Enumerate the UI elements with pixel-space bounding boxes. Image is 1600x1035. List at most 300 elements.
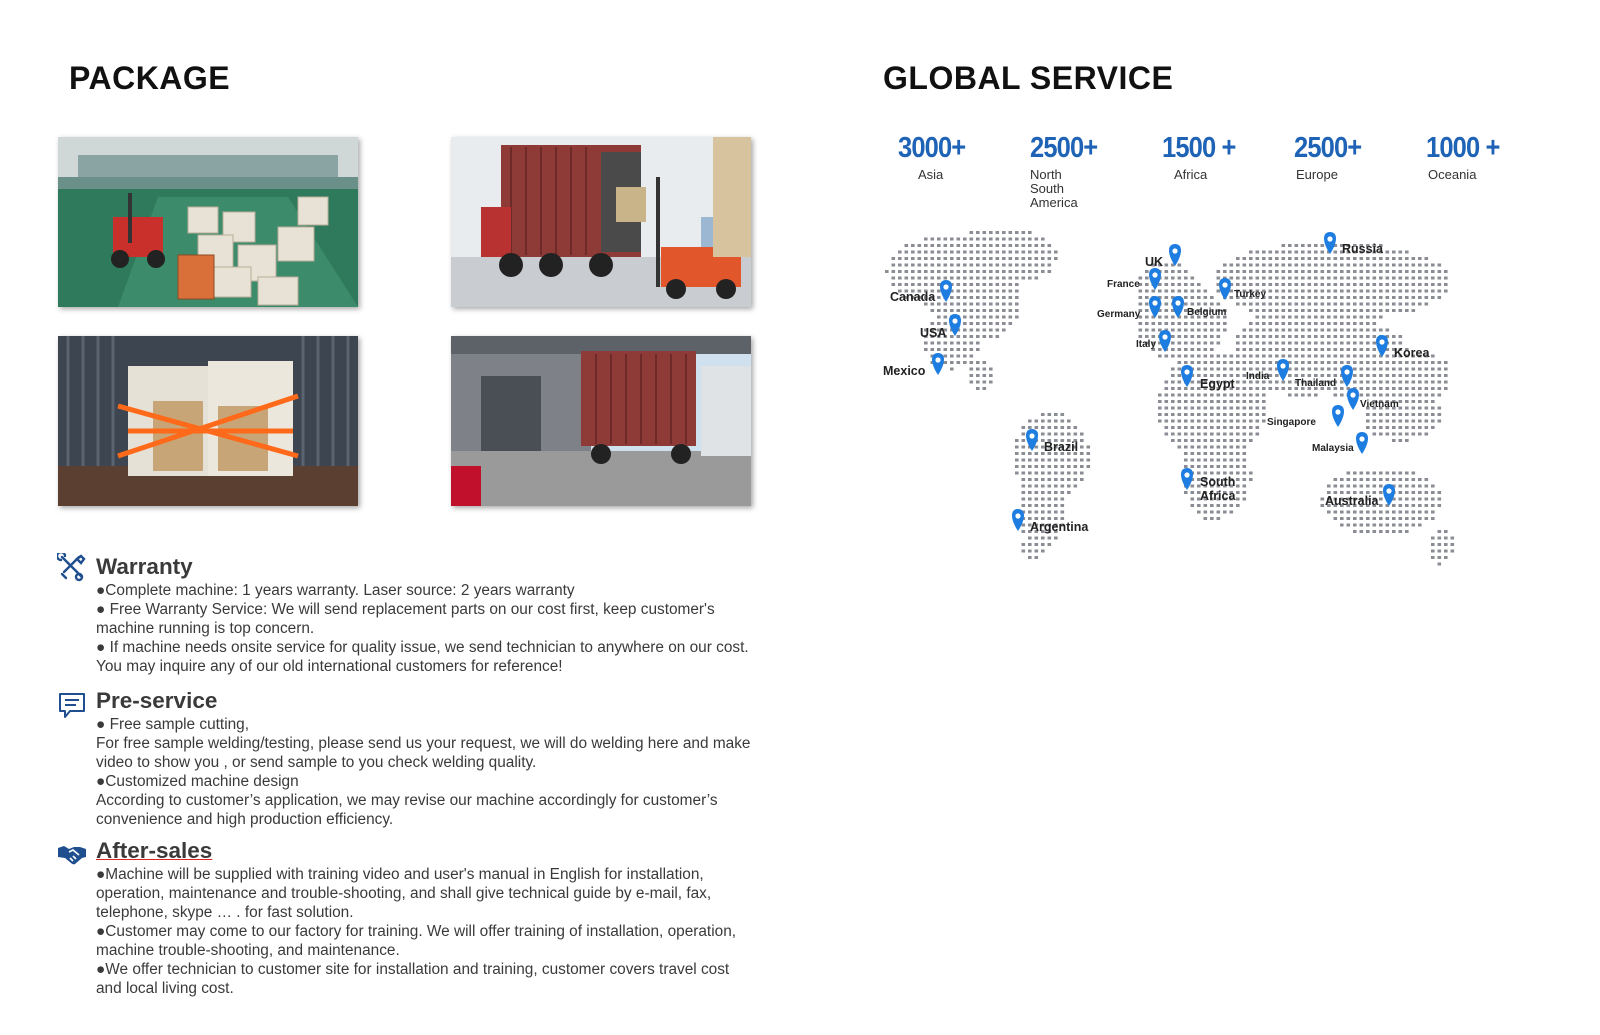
map-dot <box>1197 446 1201 449</box>
map-dot <box>1412 407 1416 410</box>
map-dot <box>1360 530 1364 533</box>
map-dot <box>1249 420 1253 423</box>
map-dot <box>937 342 941 345</box>
map-dot <box>1217 277 1221 280</box>
map-dot <box>1217 446 1221 449</box>
map-dot <box>1145 309 1149 312</box>
map-dot <box>1282 244 1286 247</box>
map-dot <box>983 361 987 364</box>
map-dot <box>1295 329 1299 332</box>
map-dot <box>1308 348 1312 351</box>
map-dot <box>1256 309 1260 312</box>
map-dot <box>1002 231 1006 234</box>
map-dot <box>1158 348 1162 351</box>
map-dot <box>1022 478 1026 481</box>
map-dot <box>1191 465 1195 468</box>
map-dot <box>1327 290 1331 293</box>
map-dot <box>1334 348 1338 351</box>
map-dot <box>1048 433 1052 436</box>
map-dot <box>1210 322 1214 325</box>
map-dot <box>944 322 948 325</box>
map-dot <box>1425 387 1429 390</box>
map-dot <box>1360 316 1364 319</box>
map-dot <box>1204 433 1208 436</box>
map-dot <box>1347 257 1351 260</box>
map-dot <box>1171 381 1175 384</box>
map-dot <box>1067 433 1071 436</box>
map-dot <box>1301 368 1305 371</box>
map-dot <box>1191 452 1195 455</box>
map-dot <box>1015 472 1019 475</box>
map-dot <box>1386 309 1390 312</box>
map-dot <box>1405 381 1409 384</box>
map-dot <box>1262 283 1266 286</box>
map-pin-icon <box>1181 365 1193 387</box>
map-dot <box>1197 342 1201 345</box>
map-dot <box>1048 270 1052 273</box>
map-dot <box>1028 277 1032 280</box>
map-dot <box>1379 472 1383 475</box>
map-dot <box>1204 504 1208 507</box>
map-dot <box>1028 472 1032 475</box>
map-dot <box>1308 283 1312 286</box>
map-dot <box>950 296 954 299</box>
map-dot <box>1054 420 1058 423</box>
map-dot <box>1438 387 1442 390</box>
map-dot <box>1191 322 1195 325</box>
map-dot <box>1373 387 1377 390</box>
map-dot <box>937 316 941 319</box>
map-dot <box>1431 537 1435 540</box>
map-dot <box>1275 387 1279 390</box>
map-dot <box>1425 394 1429 397</box>
map-dot <box>1373 472 1377 475</box>
map-dot <box>1353 283 1357 286</box>
map-dot <box>1366 283 1370 286</box>
map-dot <box>1431 550 1435 553</box>
map-dot <box>1288 387 1292 390</box>
map-dot <box>1301 348 1305 351</box>
map-dot <box>1223 459 1227 462</box>
map-dot <box>1197 413 1201 416</box>
map-dot <box>1184 348 1188 351</box>
map-dot <box>1347 303 1351 306</box>
map-dot <box>1230 296 1234 299</box>
map-dot <box>1262 387 1266 390</box>
map-dot <box>1399 517 1403 520</box>
map-dot <box>1444 374 1448 377</box>
map-dot <box>1412 420 1416 423</box>
map-dot <box>1171 426 1175 429</box>
map-dot <box>1288 303 1292 306</box>
stat-number: 1500 + <box>1162 132 1236 164</box>
map-dot <box>1230 277 1234 280</box>
map-dot <box>1243 270 1247 273</box>
map-dot <box>1379 478 1383 481</box>
preservice-line: ●Customized machine design <box>96 773 299 790</box>
map-dot <box>1412 277 1416 280</box>
map-dot <box>911 283 915 286</box>
map-dot <box>1392 478 1396 481</box>
map-dot <box>944 342 948 345</box>
map-dot <box>1243 426 1247 429</box>
map-dot <box>1171 335 1175 338</box>
map-dot <box>1444 537 1448 540</box>
map-dot <box>1249 270 1253 273</box>
map-dot <box>963 329 967 332</box>
map-dot <box>1165 387 1169 390</box>
map-dot <box>1210 342 1214 345</box>
map-dot <box>1366 296 1370 299</box>
map-dot <box>1184 452 1188 455</box>
map-dot <box>1041 459 1045 462</box>
map-dot <box>1217 290 1221 293</box>
map-dot <box>1061 511 1065 514</box>
map-dot <box>1256 277 1260 280</box>
map-dot <box>1054 465 1058 468</box>
map-dot <box>1067 491 1071 494</box>
map-pin-icon <box>1012 509 1024 531</box>
map-dot <box>1282 309 1286 312</box>
map-dot <box>976 348 980 351</box>
map-dot <box>1405 283 1409 286</box>
map-dot <box>1334 329 1338 332</box>
map-dot <box>1425 257 1429 260</box>
map-dot <box>1379 277 1383 280</box>
map-dot <box>970 335 974 338</box>
map-dot <box>1035 556 1039 559</box>
map-dot <box>1379 511 1383 514</box>
map-dot <box>1347 342 1351 345</box>
world-map-dots <box>880 200 1540 600</box>
map-dot <box>1009 296 1013 299</box>
map-dot <box>1178 433 1182 436</box>
map-dot <box>1373 257 1377 260</box>
map-dot <box>1015 290 1019 293</box>
map-dot <box>963 348 967 351</box>
map-dot <box>1431 361 1435 364</box>
map-dot <box>1425 361 1429 364</box>
map-dot <box>1308 277 1312 280</box>
map-dot <box>1262 413 1266 416</box>
map-dot <box>1366 381 1370 384</box>
map-dot <box>892 264 896 267</box>
map-dot <box>1308 394 1312 397</box>
map-dot <box>1321 283 1325 286</box>
map-dot <box>1438 556 1442 559</box>
map-dot <box>1438 290 1442 293</box>
map-dot <box>931 257 935 260</box>
map-dot <box>1418 303 1422 306</box>
map-dot <box>1373 335 1377 338</box>
map-dot <box>1184 361 1188 364</box>
map-dot <box>950 277 954 280</box>
map-dot <box>1191 491 1195 494</box>
map-dot <box>898 270 902 273</box>
map-dot <box>1009 238 1013 241</box>
map-dot <box>1204 511 1208 514</box>
map-dot <box>1022 231 1026 234</box>
map-dot <box>1269 296 1273 299</box>
map-dot <box>1431 381 1435 384</box>
map-dot <box>1041 511 1045 514</box>
map-dot <box>1321 342 1325 345</box>
map-dot <box>1210 394 1214 397</box>
map-dot <box>1334 368 1338 371</box>
map-dot <box>944 303 948 306</box>
map-dot <box>1197 335 1201 338</box>
map-dot <box>911 251 915 254</box>
map-dot <box>976 368 980 371</box>
map-dot <box>1067 485 1071 488</box>
map-dot <box>1301 329 1305 332</box>
map-dot <box>1022 264 1026 267</box>
map-dot <box>1444 368 1448 371</box>
map-dot <box>1405 472 1409 475</box>
map-dot <box>1282 303 1286 306</box>
map-dot <box>1392 251 1396 254</box>
map-dot <box>1061 413 1065 416</box>
map-dot <box>1340 342 1344 345</box>
map-dot <box>1191 283 1195 286</box>
map-dot <box>1392 361 1396 364</box>
warranty-title: Warranty <box>96 554 193 579</box>
map-dot <box>1327 348 1331 351</box>
map-dot <box>1399 381 1403 384</box>
stat-label: Asia <box>918 167 944 182</box>
map-dot <box>937 309 941 312</box>
map-dot <box>1262 251 1266 254</box>
map-dot <box>1204 439 1208 442</box>
map-dot <box>937 238 941 241</box>
stat-americas <box>1030 132 1106 210</box>
map-dot <box>1243 498 1247 501</box>
map-dot <box>1067 465 1071 468</box>
map-dot <box>976 381 980 384</box>
map-dot <box>1009 277 1013 280</box>
map-dot <box>1399 433 1403 436</box>
map-dot <box>1171 329 1175 332</box>
map-dot <box>1327 322 1331 325</box>
map-dot <box>1392 394 1396 397</box>
map-dot <box>1282 257 1286 260</box>
map-dot <box>1197 368 1201 371</box>
map-dot <box>1321 309 1325 312</box>
map-dot <box>1431 413 1435 416</box>
map-dot <box>1197 459 1201 462</box>
map-dot <box>1256 426 1260 429</box>
map-dot <box>1399 368 1403 371</box>
map-dot <box>1399 361 1403 364</box>
map-dot <box>1061 465 1065 468</box>
map-dot <box>1366 316 1370 319</box>
map-dot <box>976 238 980 241</box>
map-dot <box>1366 309 1370 312</box>
world-map <box>880 200 1540 600</box>
map-dot <box>1035 264 1039 267</box>
map-dot <box>1223 361 1227 364</box>
warranty-section <box>96 554 756 676</box>
map-dot <box>1386 394 1390 397</box>
map-dot <box>1327 511 1331 514</box>
map-dot <box>1314 309 1318 312</box>
map-dot <box>1412 368 1416 371</box>
map-dot <box>970 296 974 299</box>
map-dot <box>1418 498 1422 501</box>
map-dot <box>1223 426 1227 429</box>
map-dot <box>1353 348 1357 351</box>
map-dot <box>1347 355 1351 358</box>
map-dot <box>1366 524 1370 527</box>
map-dot <box>1288 264 1292 267</box>
map-dot <box>1009 309 1013 312</box>
map-dot <box>1275 251 1279 254</box>
map-dot <box>1002 251 1006 254</box>
map-dot <box>1256 400 1260 403</box>
map-dot <box>957 309 961 312</box>
map-dot <box>918 244 922 247</box>
map-dot <box>924 264 928 267</box>
map-pin-icon <box>1172 296 1184 318</box>
map-dot <box>950 335 954 338</box>
map-dot <box>1379 309 1383 312</box>
map-pin-icon <box>1277 359 1289 381</box>
map-dot <box>1360 264 1364 267</box>
map-dot <box>1392 387 1396 390</box>
map-dot <box>892 277 896 280</box>
map-dot <box>1451 537 1455 540</box>
map-dot <box>1353 485 1357 488</box>
map-dot <box>1236 270 1240 273</box>
map-dot <box>1353 381 1357 384</box>
map-dot <box>1002 329 1006 332</box>
map-dot <box>1373 309 1377 312</box>
map-dot <box>970 329 974 332</box>
map-dot <box>1379 524 1383 527</box>
map-dot <box>1438 550 1442 553</box>
map-dot <box>1412 303 1416 306</box>
map-dot <box>1041 270 1045 273</box>
map-dot <box>898 283 902 286</box>
map-dot <box>1210 368 1214 371</box>
map-dot <box>1223 504 1227 507</box>
map-dot <box>1223 329 1227 332</box>
map-dot <box>1028 485 1032 488</box>
map-dot <box>1412 472 1416 475</box>
map-dot <box>1366 478 1370 481</box>
map-dot <box>976 361 980 364</box>
map-dot <box>1360 381 1364 384</box>
map-dot <box>1269 322 1273 325</box>
map-dot <box>970 277 974 280</box>
map-dot <box>1178 335 1182 338</box>
map-dot <box>963 238 967 241</box>
map-dot <box>1373 368 1377 371</box>
map-dot <box>957 290 961 293</box>
map-dot <box>1308 316 1312 319</box>
map-dot <box>1314 329 1318 332</box>
map-dot <box>1256 283 1260 286</box>
map-dot <box>1217 452 1221 455</box>
map-dot <box>1347 316 1351 319</box>
map-dot <box>1015 277 1019 280</box>
map-dot <box>1334 303 1338 306</box>
map-dot <box>1373 478 1377 481</box>
map-dot <box>1028 251 1032 254</box>
map-dot <box>1035 465 1039 468</box>
map-dot <box>1054 537 1058 540</box>
map-dot <box>937 270 941 273</box>
map-dot <box>1444 290 1448 293</box>
map-dot <box>1204 335 1208 338</box>
map-dot <box>1256 433 1260 436</box>
map-dot <box>1308 303 1312 306</box>
map-dot <box>1256 420 1260 423</box>
map-dot <box>963 296 967 299</box>
map-dot <box>1438 264 1442 267</box>
map-dot <box>905 251 909 254</box>
map-dot <box>1399 277 1403 280</box>
map-dot <box>1002 270 1006 273</box>
map-dot <box>1171 368 1175 371</box>
map-dot <box>976 309 980 312</box>
map-dot <box>1080 452 1084 455</box>
map-dot <box>1204 322 1208 325</box>
map-location-label: UK <box>1145 255 1164 269</box>
map-dot <box>1041 238 1045 241</box>
map-dot <box>963 277 967 280</box>
map-dot <box>1418 277 1422 280</box>
map-dot <box>1282 329 1286 332</box>
map-dot <box>1288 257 1292 260</box>
map-dot <box>1418 517 1422 520</box>
map-dot <box>1074 433 1078 436</box>
map-dot <box>1386 283 1390 286</box>
map-dot <box>1236 381 1240 384</box>
map-dot <box>1399 400 1403 403</box>
map-dot <box>1022 543 1026 546</box>
map-dot <box>1054 498 1058 501</box>
map-dot <box>1425 264 1429 267</box>
map-dot <box>1425 290 1429 293</box>
map-dot <box>1022 244 1026 247</box>
map-dot <box>1314 322 1318 325</box>
map-dot <box>1191 446 1195 449</box>
map-dot <box>1243 452 1247 455</box>
map-dot <box>1256 361 1260 364</box>
map-dot <box>1171 439 1175 442</box>
map-dot <box>1028 543 1032 546</box>
map-dot <box>983 277 987 280</box>
map-dot <box>1145 277 1149 280</box>
map-dot <box>1204 400 1208 403</box>
map-dot <box>1171 290 1175 293</box>
map-dot <box>1191 387 1195 390</box>
map-dot <box>1236 498 1240 501</box>
map-dot <box>1249 400 1253 403</box>
map-dot <box>1308 322 1312 325</box>
map-dot <box>1145 270 1149 273</box>
map-location-label: Canada <box>890 290 936 304</box>
map-dot <box>1139 329 1143 332</box>
map-dot <box>1327 270 1331 273</box>
map-dot <box>1275 329 1279 332</box>
map-dot <box>1230 439 1234 442</box>
map-dot <box>1041 478 1045 481</box>
map-dot <box>1204 517 1208 520</box>
map-dot <box>1379 433 1383 436</box>
map-dot <box>1256 322 1260 325</box>
